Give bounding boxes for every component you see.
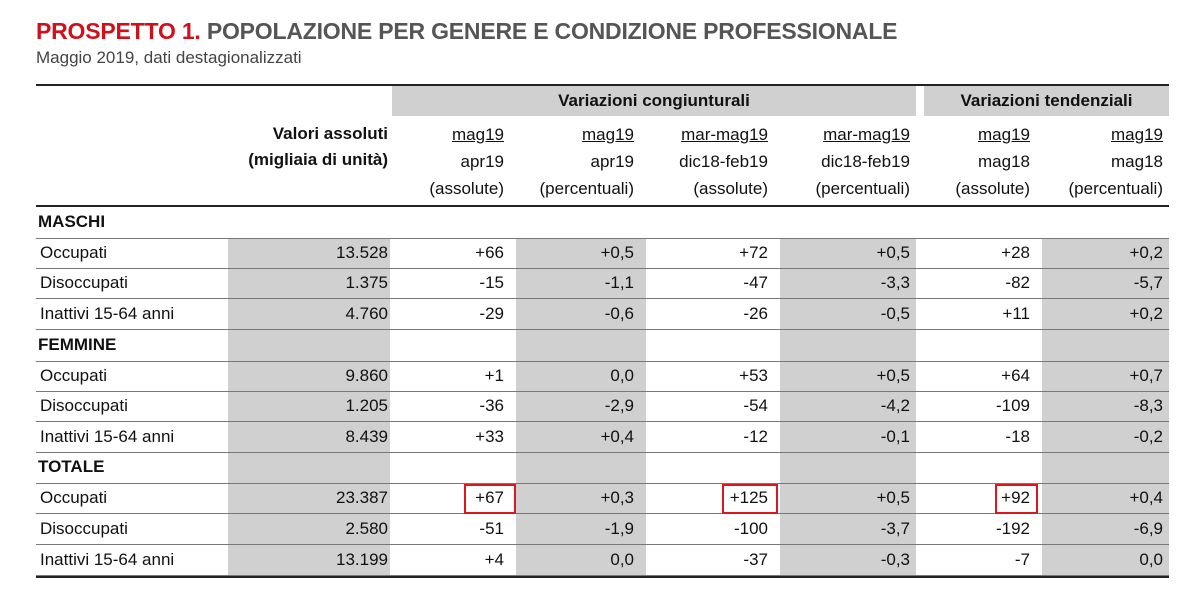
cell-col5: -82 — [1005, 273, 1030, 292]
cell-col1: +66 — [475, 243, 504, 262]
col4-header-line2: dic18-feb19 — [821, 152, 910, 171]
cell-col5: -7 — [1014, 550, 1030, 569]
section-title-femmine: FEMMINE — [38, 335, 117, 354]
cell-valore-assoluto: 13.528 — [336, 243, 388, 262]
bottom-rule — [36, 576, 1169, 578]
cell-col1: -36 — [479, 396, 504, 415]
cell-col4: +0,5 — [876, 243, 910, 262]
row-separator — [36, 268, 1169, 269]
col2-header-line2: apr19 — [590, 152, 634, 171]
cell-col2: +0,4 — [600, 427, 634, 446]
cell-col1: +1 — [484, 366, 504, 385]
highlight-box-totale-occupati-mag19-mag18 — [995, 484, 1038, 514]
cell-col2: -2,9 — [604, 396, 634, 415]
row-separator — [36, 238, 1169, 239]
col3-header-line2: dic18-feb19 — [679, 152, 768, 171]
cell-col4: +0,5 — [876, 366, 910, 385]
row-label: Inattivi 15-64 anni — [40, 304, 175, 323]
cell-col5: +11 — [1002, 304, 1030, 323]
highlight-box-totale-occupati-mag19-apr19 — [464, 484, 516, 514]
cell-col5: -192 — [995, 519, 1030, 538]
col5-header-line3: (assolute) — [955, 179, 1030, 198]
cell-col4: -0,3 — [880, 550, 910, 569]
row-label: Occupati — [40, 243, 108, 262]
cell-col5: -109 — [995, 396, 1030, 415]
cell-col4: -0,1 — [880, 427, 910, 446]
cell-col4: -3,3 — [880, 273, 910, 292]
row-label: Inattivi 15-64 anni — [40, 550, 175, 569]
cell-col2: 0,0 — [610, 366, 634, 385]
cell-col2: +0,3 — [600, 488, 634, 507]
cell-col1: -51 — [479, 519, 504, 538]
cell-col6: +0,7 — [1129, 366, 1163, 385]
cell-col6: 0,0 — [1139, 550, 1163, 569]
cell-col3: -100 — [733, 519, 768, 538]
cell-col6: +0,2 — [1129, 243, 1163, 262]
cell-col1: -29 — [479, 304, 504, 323]
row-label: Occupati — [40, 366, 108, 385]
col2-header-line1: mag19 — [582, 125, 634, 144]
cell-col2: -1,1 — [604, 273, 634, 292]
group-header-tendenziali: Variazioni tendenziali — [960, 91, 1133, 110]
cell-col2: -1,9 — [604, 519, 634, 538]
cell-col6: -6,9 — [1133, 519, 1163, 538]
cell-col3: -12 — [743, 427, 768, 446]
header-bottom-rule — [36, 205, 1169, 207]
row-separator — [36, 544, 1169, 545]
row-separator — [36, 391, 1169, 392]
col1-header-line2: apr19 — [460, 152, 504, 171]
col3-header-line3: (assolute) — [693, 179, 768, 198]
col4-header-line1: mar-mag19 — [823, 125, 910, 144]
cell-col4: -3,7 — [880, 519, 910, 538]
section-title-maschi: MASCHI — [38, 212, 106, 231]
cell-col4: -0,5 — [880, 304, 910, 323]
cell-col3: +125 — [729, 488, 768, 507]
cell-valore-assoluto: 1.205 — [345, 396, 388, 415]
cell-valore-assoluto: 23.387 — [336, 488, 388, 507]
cell-col5: +64 — [1001, 366, 1030, 385]
cell-col6: -5,7 — [1133, 273, 1163, 292]
col6-header-line1: mag19 — [1111, 125, 1163, 144]
cell-valore-assoluto: 9.860 — [345, 366, 388, 385]
cell-col6: -0,2 — [1133, 427, 1163, 446]
cell-col5: +28 — [1001, 243, 1030, 262]
cell-col6: +0,2 — [1129, 304, 1163, 323]
cell-col2: +0,5 — [600, 243, 634, 262]
cell-col4: -4,2 — [880, 396, 910, 415]
cell-col3: +53 — [739, 366, 768, 385]
cell-col3: +72 — [739, 243, 768, 262]
cell-valore-assoluto: 2.580 — [345, 519, 388, 538]
col3-header-line1: mar-mag19 — [681, 125, 768, 144]
cell-col5: +92 — [1001, 488, 1030, 507]
cell-col1: +67 — [475, 488, 504, 507]
row-label: Occupati — [40, 488, 108, 507]
col6-header-line3: (percentuali) — [1068, 179, 1163, 198]
title-text: POPOLAZIONE PER GENERE E CONDIZIONE PROFESSIONALE — [206, 18, 898, 44]
col5-header-line1: mag19 — [978, 125, 1030, 144]
header-valori-line2: (migliaia di unità) — [248, 150, 388, 169]
group-header-congiunturali: Variazioni congiunturali — [558, 91, 750, 110]
cell-col4: +0,5 — [876, 488, 910, 507]
cell-col1: +4 — [484, 550, 504, 569]
cell-col3: -37 — [743, 550, 768, 569]
col1-header-line1: mag19 — [452, 125, 504, 144]
row-label: Disoccupati — [40, 273, 128, 292]
cell-col6: +0,4 — [1129, 488, 1163, 507]
cell-col3: -26 — [743, 304, 768, 323]
row-label: Inattivi 15-64 anni — [40, 427, 175, 446]
cell-col2: -0,6 — [604, 304, 634, 323]
row-separator — [36, 329, 1169, 330]
col6-header-line2: mag18 — [1111, 152, 1163, 171]
cell-col2: 0,0 — [610, 550, 634, 569]
header-valori-line1: Valori assoluti — [272, 124, 388, 143]
table-title — [36, 18, 897, 45]
col4-header-line3: (percentuali) — [815, 179, 910, 198]
cell-col3: -47 — [743, 273, 768, 292]
col2-header-line3: (percentuali) — [539, 179, 634, 198]
cell-valore-assoluto: 8.439 — [345, 427, 388, 446]
row-separator — [36, 421, 1169, 422]
cell-col3: -54 — [743, 396, 768, 415]
row-separator — [36, 298, 1169, 299]
cell-valore-assoluto: 1.375 — [345, 273, 388, 292]
row-separator — [36, 361, 1169, 362]
section-title-totale: TOTALE — [38, 457, 105, 476]
cell-valore-assoluto: 4.760 — [345, 304, 388, 323]
cell-col1: -15 — [479, 273, 504, 292]
highlight-box-totale-occupati-marmag19 — [722, 484, 778, 514]
col5-header-line2: mag18 — [978, 152, 1030, 171]
row-label: Disoccupati — [40, 519, 128, 538]
cell-col5: -18 — [1005, 427, 1030, 446]
cell-col1: +33 — [475, 427, 504, 446]
row-label: Disoccupati — [40, 396, 128, 415]
cell-col6: -8,3 — [1133, 396, 1163, 415]
title-prefix: PROSPETTO 1. — [36, 18, 201, 44]
cell-valore-assoluto: 13.199 — [336, 550, 388, 569]
table-subtitle: Maggio 2019, dati destagionalizzati — [36, 48, 302, 67]
row-separator — [36, 452, 1169, 453]
col1-header-line3: (assolute) — [429, 179, 504, 198]
